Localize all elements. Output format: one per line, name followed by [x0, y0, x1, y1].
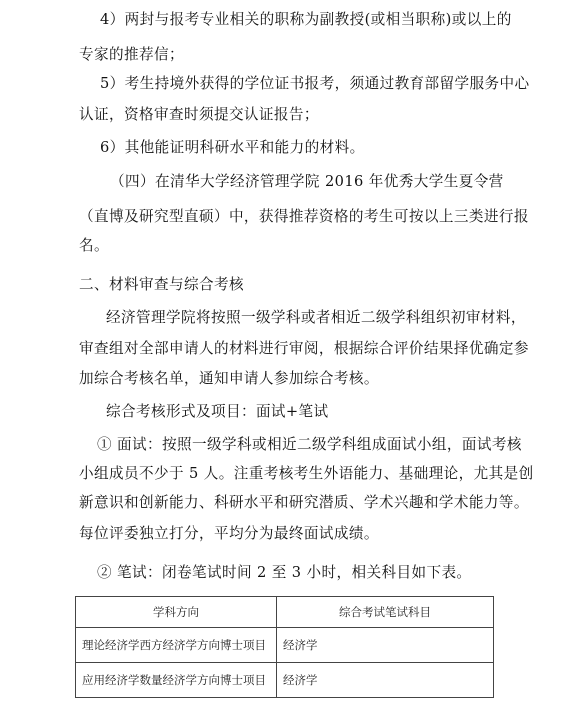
table-header-cell: 综合考试笔试科目: [277, 597, 494, 628]
table-row: [76, 663, 494, 698]
text-line: 经济管理学院将按照一级学科或者相近二级学科组织初审材料，: [106, 309, 526, 326]
text-line: 认证，资格审查时须提交认证报告；: [79, 106, 319, 123]
text-line: 新意识和创新能力、科研水平和研究潜质、学术兴趣和学术能力等。: [79, 494, 529, 511]
text-line: （直博及研究型直硕）中，获得推荐资格的考生可按以上三类进行报: [79, 208, 529, 225]
text-line: 综合考核形式及项目：面试+笔试: [106, 403, 329, 420]
text-line: 名。: [79, 237, 109, 254]
text-line: 审查组对全部申请人的材料进行审阅，根据综合评价结果择优确定参: [79, 340, 529, 357]
table-row: [76, 628, 494, 663]
text-line: 小组成员不少于 5 人。注重考核考生外语能力、基础理论，尤其是创: [79, 465, 534, 482]
text-line: （四）在清华大学经济管理学院 2016 年优秀大学生夏令营: [110, 173, 504, 190]
text-line: 5）考生持境外获得的学位证书报考，须通过教育部留学服务中心: [100, 75, 530, 92]
text-line: ② 笔试：闭卷笔试时间 2 至 3 小时，相关科目如下表。: [97, 564, 472, 581]
text-line: 加综合考核名单，通知申请人参加综合考核。: [79, 370, 379, 387]
table-cell: 经济学: [277, 663, 494, 698]
text-line: 每位评委独立打分，平均分为最终面试成绩。: [79, 525, 379, 542]
text-line: 4）两封与报考专业相关的职称为副教授(或相当职称)或以上的: [100, 11, 512, 28]
subjects-table: [75, 596, 494, 698]
section-heading: 二、材料审查与综合考核: [79, 276, 244, 293]
text-line: 专家的推荐信；: [79, 46, 184, 63]
table-header-cell: 学科方向: [76, 597, 277, 628]
table-header-row: [76, 597, 494, 628]
table-cell: 经济学: [277, 628, 494, 663]
text-line: ① 面试：按照一级学科或相近二级学科组成面试小组，面试考核: [97, 436, 522, 453]
table-cell: 理论经济学西方经济学方向博士项目: [76, 628, 277, 663]
table-cell: 应用经济学数量经济学方向博士项目: [76, 663, 277, 698]
text-line: 6）其他能证明科研水平和能力的材料。: [100, 139, 365, 156]
